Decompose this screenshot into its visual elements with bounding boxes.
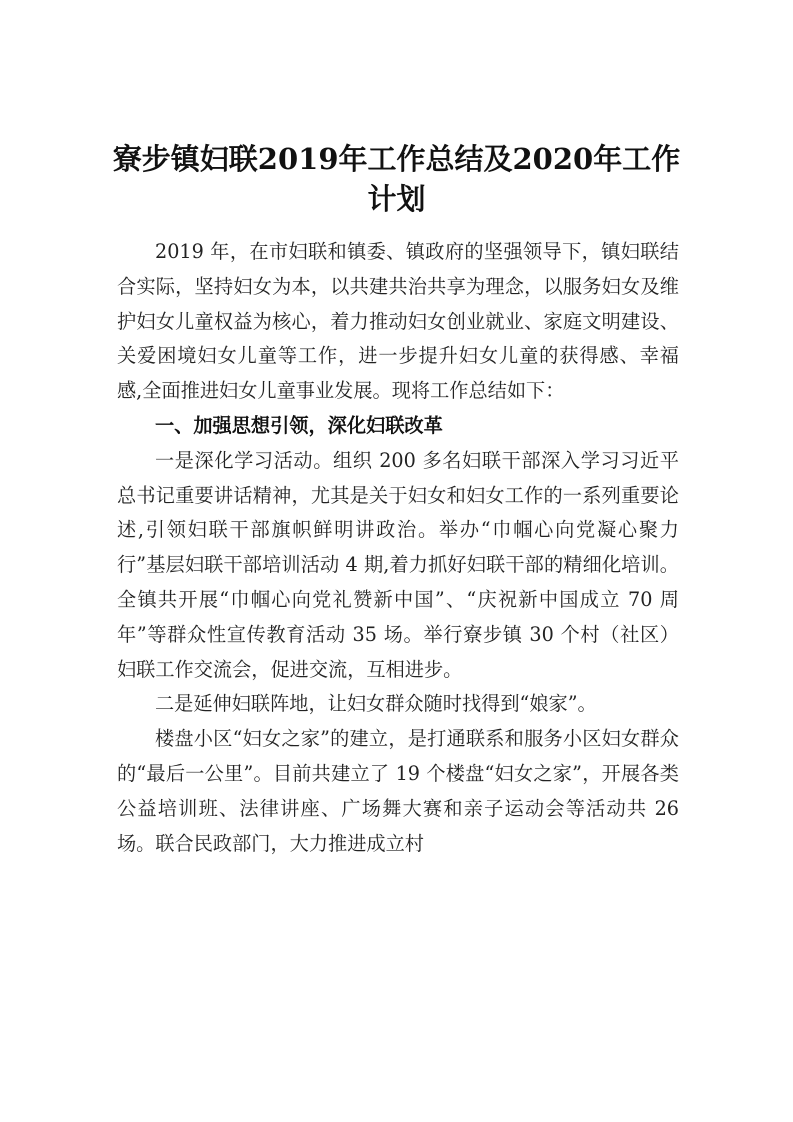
intro-paragraph: 2019 年，在市妇联和镇委、镇政府的坚强领导下，镇妇联结合实际，坚持妇女为本，以共建共治共享为理念，以服务妇女及维护妇女儿童权益为核心，着力推动妇女创业就业、家庭文明建设、关爱困境妇女儿童等工作，进一步提升妇女儿童的获得感、幸福感,全面推进妇女儿童事业发展。现将工作总结如下： xyxy=(117,240,679,403)
document-title xyxy=(100,139,693,219)
paragraph-extend-positions: 二是延伸妇联阵地，让妇女群众随时找得到“娘家”。 xyxy=(155,692,597,716)
document-body xyxy=(117,235,679,861)
title-line-2: 计划 xyxy=(367,182,426,216)
title-line-1: 寮步镇妇联2019年工作总结及2020年工作 xyxy=(112,142,681,176)
section-heading-1: 一、加强思想引领，深化妇联改革 xyxy=(155,413,443,437)
paragraph-womens-home: 楼盘小区“妇女之家”的建立，是打通联系和服务小区妇女群众的“最后一公里”。目前共建立了 19 个楼盘“妇女之家”，开展各类公益培训班、法律讲座、广场舞大赛和亲子运动会等活动共 26 场。联合民政部门，大力推进成立村 xyxy=(117,727,679,855)
paragraph-study-activities: 一是深化学习活动。组织 200 多名妇联干部深入学习习近平总书记重要讲话精神，尤其是关于妇女和妇女工作的一系列重要论述,引领妇联干部旗帜鲜明讲政治。举办“巾帼心向党凝心聚力行”基层妇联干部培训活动 4 期,着力抓好妇联干部的精细化培训。全镇共开展“巾帼心向党礼赞新中国”、“庆祝新中国成立 70 周年”等群众性宣传教育活动 35 场。举行寮步镇 30 个村（社区）妇联工作交流会，促进交流，互相进步。 xyxy=(117,448,679,681)
